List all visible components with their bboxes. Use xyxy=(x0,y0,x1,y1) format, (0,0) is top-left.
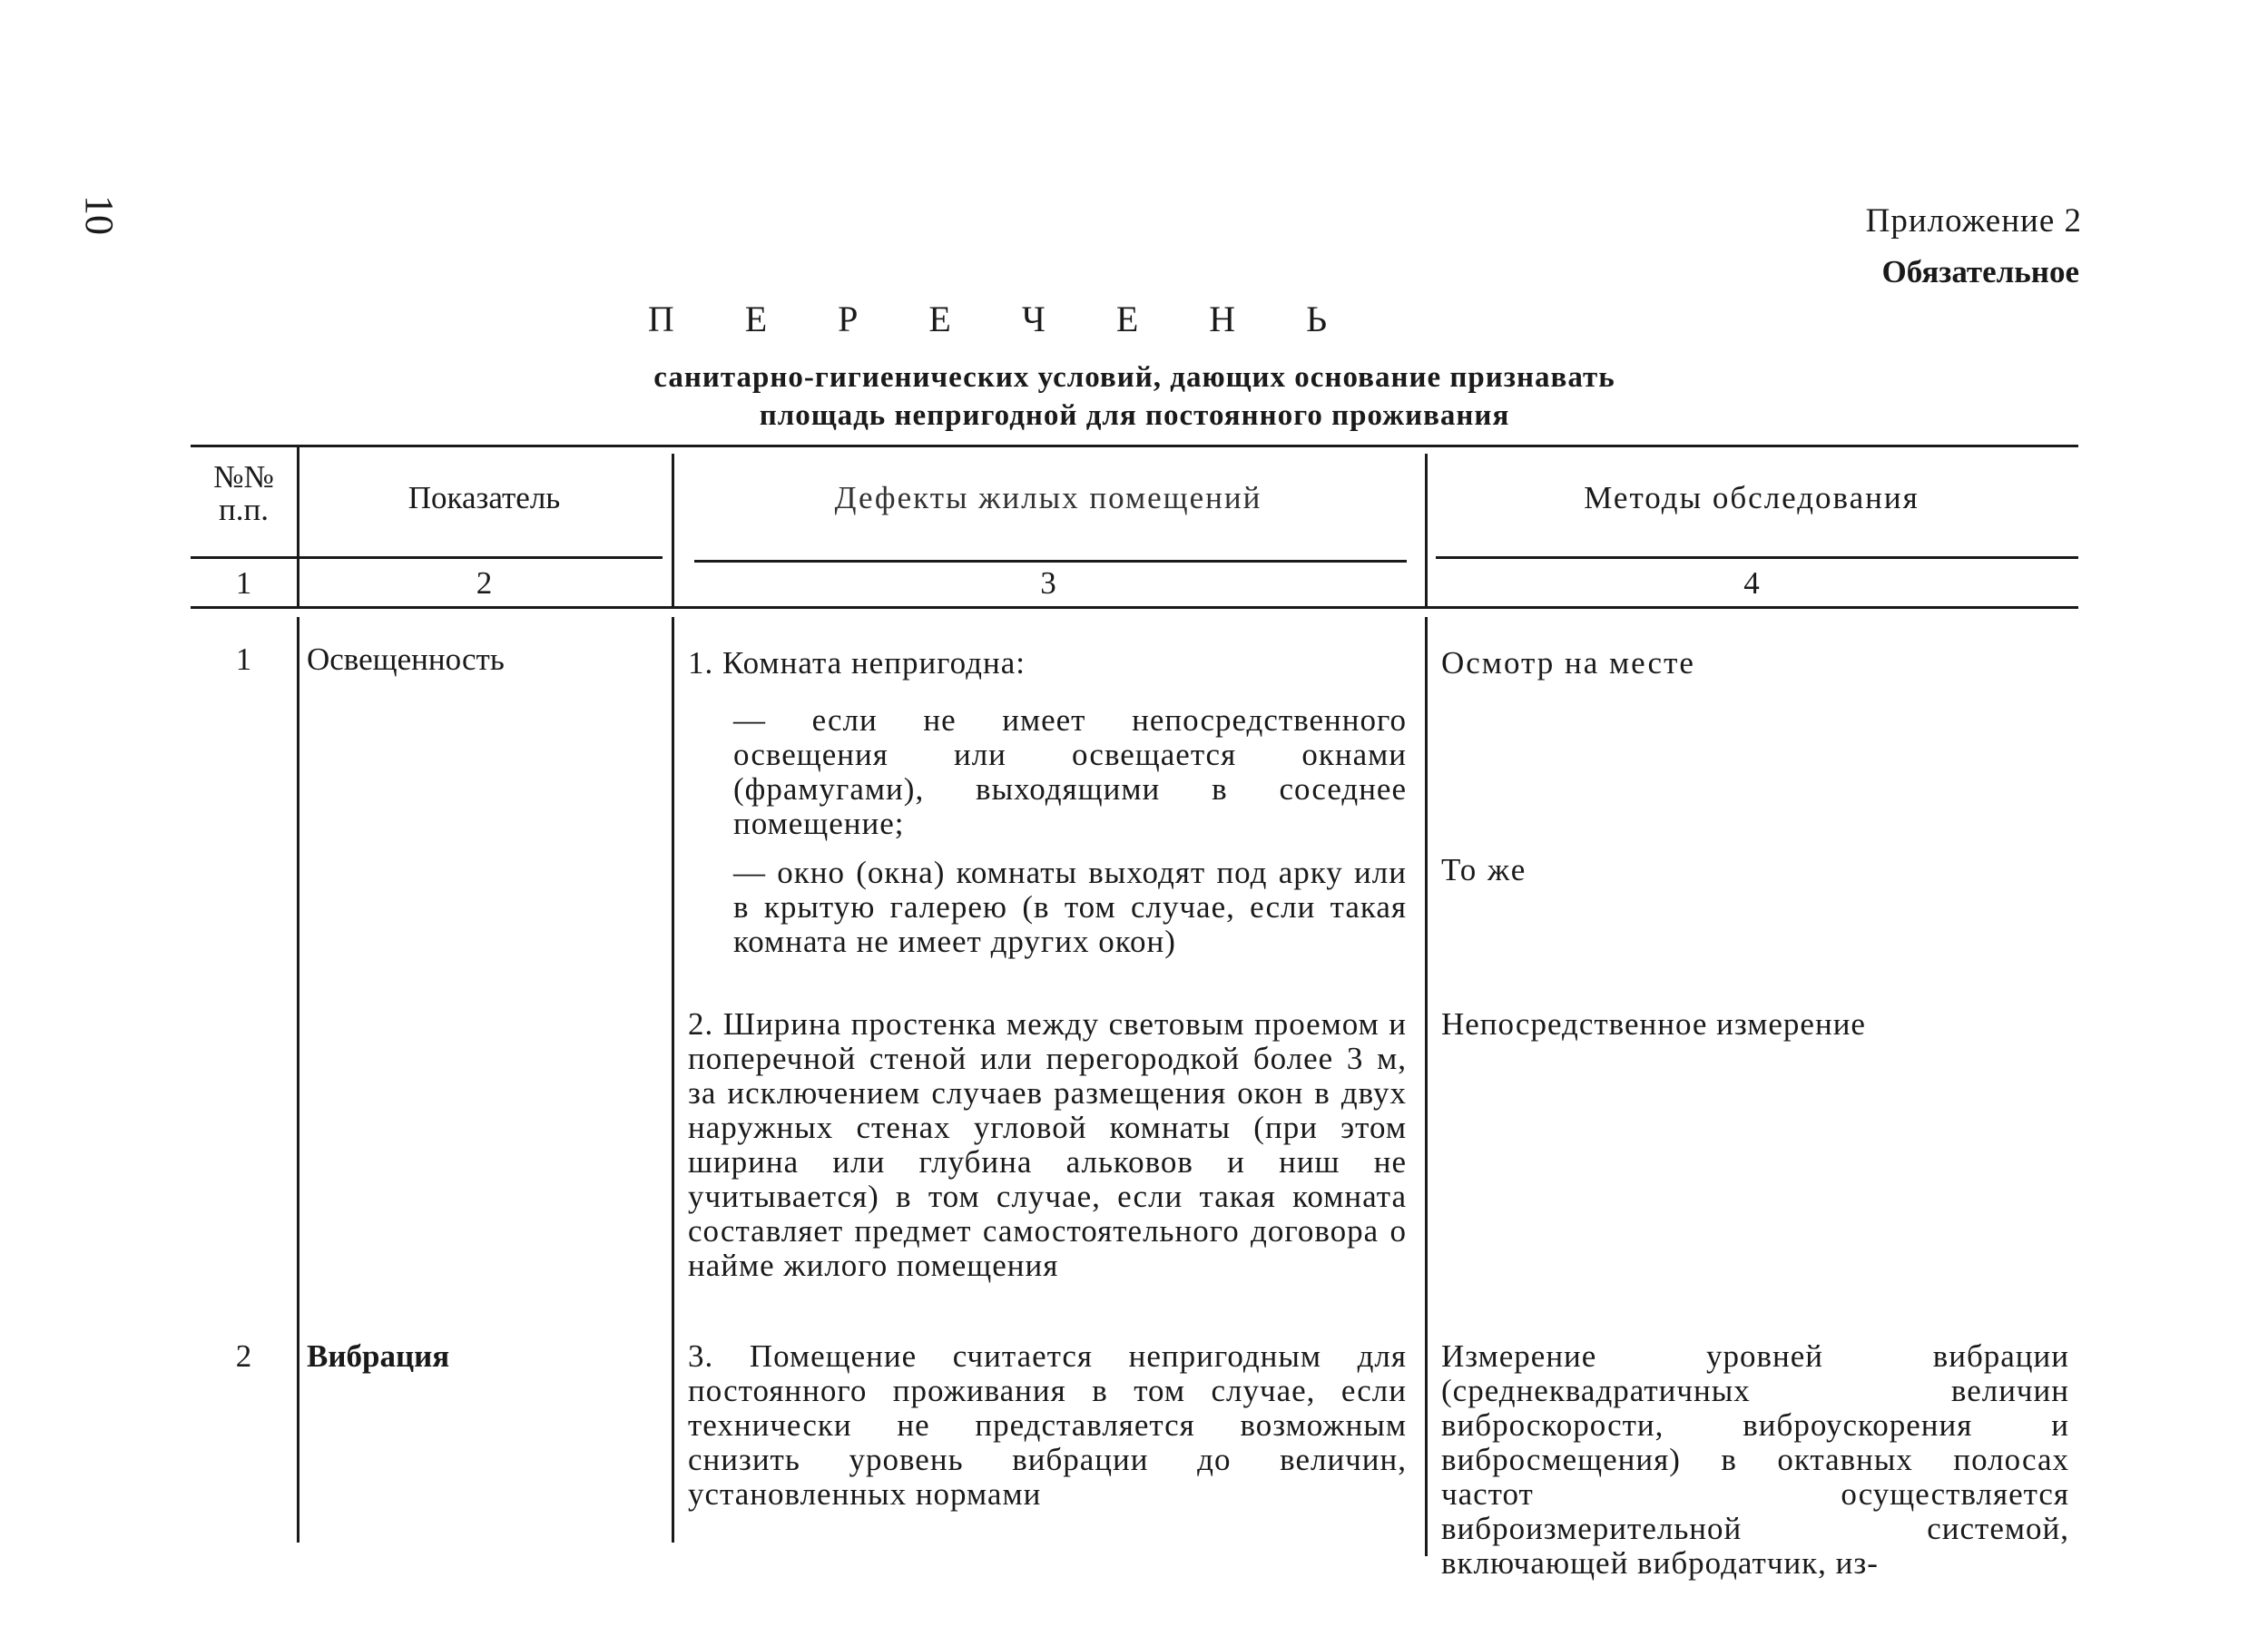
column-number-1: 1 xyxy=(235,565,252,601)
row-1-method-3: Непосредственное измерение xyxy=(1441,1006,1866,1042)
header-num xyxy=(191,461,297,526)
row-2-method: Измерение уровней вибрации (среднеквадратичных величин виброскорости, виброускорения и вибросмещения) в октавных полосах частот осуществляется виброизмерительной системой, включающей вибродатчик, из- xyxy=(1441,1338,2069,1581)
header-rule-3 xyxy=(1436,556,2078,559)
header-rule-2 xyxy=(694,560,1407,563)
appendix-label: Приложение 2 xyxy=(1865,202,2082,240)
row-1-number: 1 xyxy=(235,642,252,677)
subtitle-line-2: площадь непригодной для постоянного проживания xyxy=(759,399,1510,432)
column-number-4: 4 xyxy=(1743,565,1760,601)
status-label: Обязательное xyxy=(1881,254,2079,289)
row-2-number: 2 xyxy=(235,1338,252,1374)
header-defects: Дефекты жилых помещений xyxy=(834,480,1262,515)
row-1-method-1: Осмотр на месте xyxy=(1441,645,1695,681)
row-2-item-3: 3. Помещение считается непригодным для постоянного проживания в том случае, если технически не представляется возможным снизить уровень вибрации до величин, установленных нормами xyxy=(688,1338,1407,1512)
col-divider-2-body xyxy=(672,617,674,1543)
row-1-dash-1: — если не имеет непосредственного освещения или освещается окнами (фрамугами), выходящими в соседнее помещение; xyxy=(733,702,1407,841)
row-1-item-1: 1. Комната непригодна: xyxy=(688,645,1026,681)
colnum-bottom-rule xyxy=(191,606,2078,609)
row-1-dash-2: — окно (окна) комнаты выходят под арку или в крытую галерею (в том случае, если такая комната не имеет других окон) xyxy=(733,855,1407,959)
table-top-rule xyxy=(191,445,2078,447)
page-number: 10 xyxy=(77,195,122,235)
document-title: П Е Р Е Ч Е Н Ь xyxy=(647,299,1359,339)
col-divider-1-body xyxy=(297,617,299,1543)
header-num-line-2: п.п. xyxy=(219,492,269,527)
column-number-2: 2 xyxy=(476,565,493,601)
header-methods: Методы обследования xyxy=(1584,480,1919,515)
criteria-table xyxy=(191,445,2078,1581)
header-rule-1 xyxy=(191,556,663,559)
subtitle-line-1: санитарно-гигиенических условий, дающих основание признавать xyxy=(653,361,1615,394)
col-divider-3-body xyxy=(1425,617,1428,1556)
row-1-item-2: 2. Ширина простенка между световым проемом и поперечной стеной или перегородкой более 3 м, за исключением случаев размещения окон в двух наружных стенах угловой комнаты (при этом ширина или глубина альковов и ниш не учитывается) в том случае, если такая комната составляет предмет самостоятельного договора о найме жилого помещения xyxy=(688,1006,1407,1283)
row-2-indicator: Вибрация xyxy=(307,1338,450,1374)
header-num-line-1: №№ xyxy=(213,459,274,495)
row-1-method-2: То же xyxy=(1441,852,1527,887)
document-subtitle xyxy=(508,358,1761,435)
row-1-indicator: Освещенность xyxy=(307,642,505,677)
column-number-3: 3 xyxy=(1040,565,1056,601)
header-indicator: Показатель xyxy=(407,480,561,515)
